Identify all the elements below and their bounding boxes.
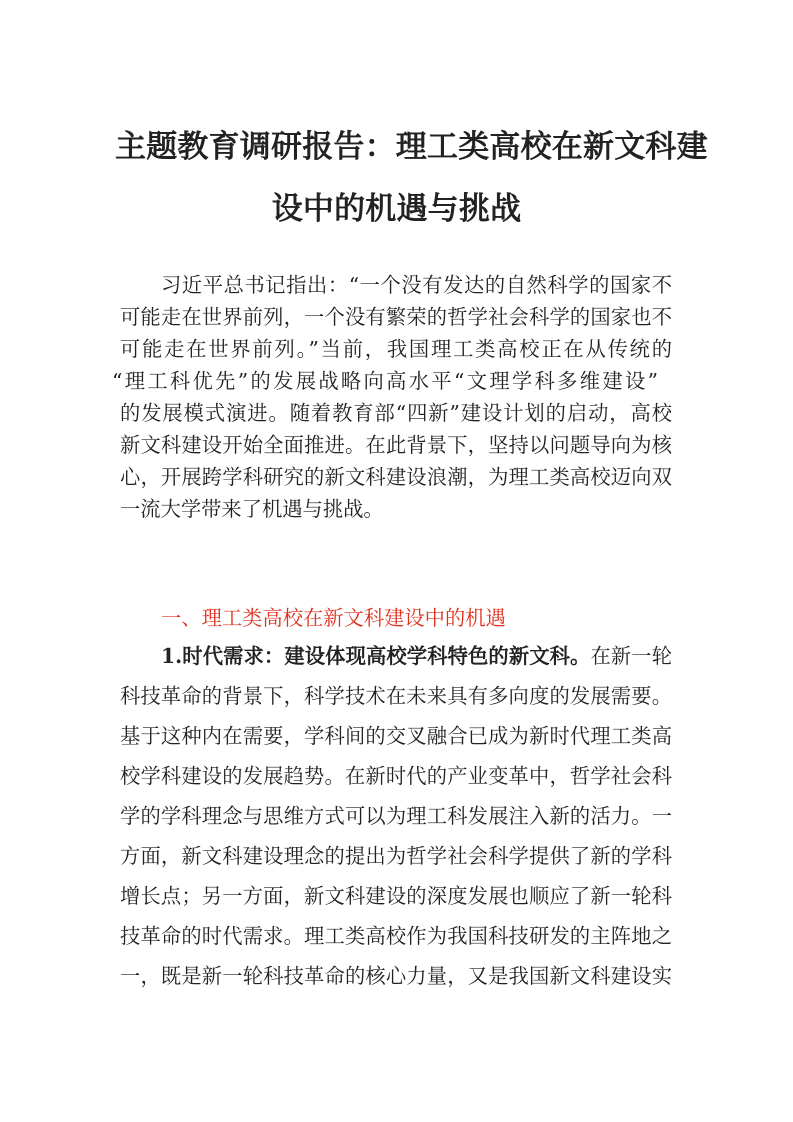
intro-line: “理工科优先”的发展战略向高水平“文理学科多维建设” bbox=[112, 369, 658, 393]
section-subheading: 1.时代需求：建设体现高校学科特色的新文科。 bbox=[161, 644, 591, 668]
body-line: 学的学科理念与思维方式可以为理工科发展注入新的活力。一 bbox=[120, 804, 672, 828]
intro-line: 可能走在世界前列。”当前，我国理工类高校正在从传统的 bbox=[120, 337, 672, 361]
intro-line: 心，开展跨学科研究的新文科建设浪潮，为理工类高校迈向双 bbox=[120, 465, 672, 489]
document-title-line-2: 设中的机遇与挑战 bbox=[271, 191, 522, 227]
intro-line: 可能走在世界前列，一个没有繁荣的哲学社会科学的国家也不 bbox=[120, 305, 672, 329]
section-lead-line bbox=[161, 641, 672, 671]
section-lead-text: 在新一轮 bbox=[590, 644, 672, 668]
document-title-line-1: 主题教育调研报告：理工类高校在新文科建 bbox=[115, 129, 708, 165]
body-line: 一，既是新一轮科技革命的核心力量，又是我国新文科建设实 bbox=[120, 964, 672, 988]
body-line: 科技革命的背景下，科学技术在未来具有多向度的发展需要。 bbox=[120, 684, 672, 708]
body-line: 方面，新文科建设理念的提出为哲学社会科学提供了新的学科 bbox=[120, 844, 672, 868]
body-line: 技革命的时代需求。理工类高校作为我国科技研发的主阵地之 bbox=[120, 924, 672, 948]
body-line: 增长点；另一方面，新文科建设的深度发展也顺应了新一轮科 bbox=[120, 884, 672, 908]
body-line: 校学科建设的发展趋势。在新时代的产业变革中，哲学社会科 bbox=[120, 764, 672, 788]
body-line: 基于这种内在需要，学科间的交叉融合已成为新时代理工类高 bbox=[120, 724, 672, 748]
intro-line: 的发展模式演进。随着教育部“四新”建设计划的启动，高校 bbox=[120, 401, 672, 425]
intro-line: 新文科建设开始全面推进。在此背景下，坚持以问题导向为核 bbox=[120, 433, 672, 457]
intro-line: 一流大学带来了机遇与挑战。 bbox=[120, 497, 384, 521]
intro-line: 习近平总书记指出：“一个没有发达的自然科学的国家不 bbox=[161, 273, 672, 297]
section-heading: 一、理工类高校在新文科建设中的机遇 bbox=[161, 606, 506, 630]
